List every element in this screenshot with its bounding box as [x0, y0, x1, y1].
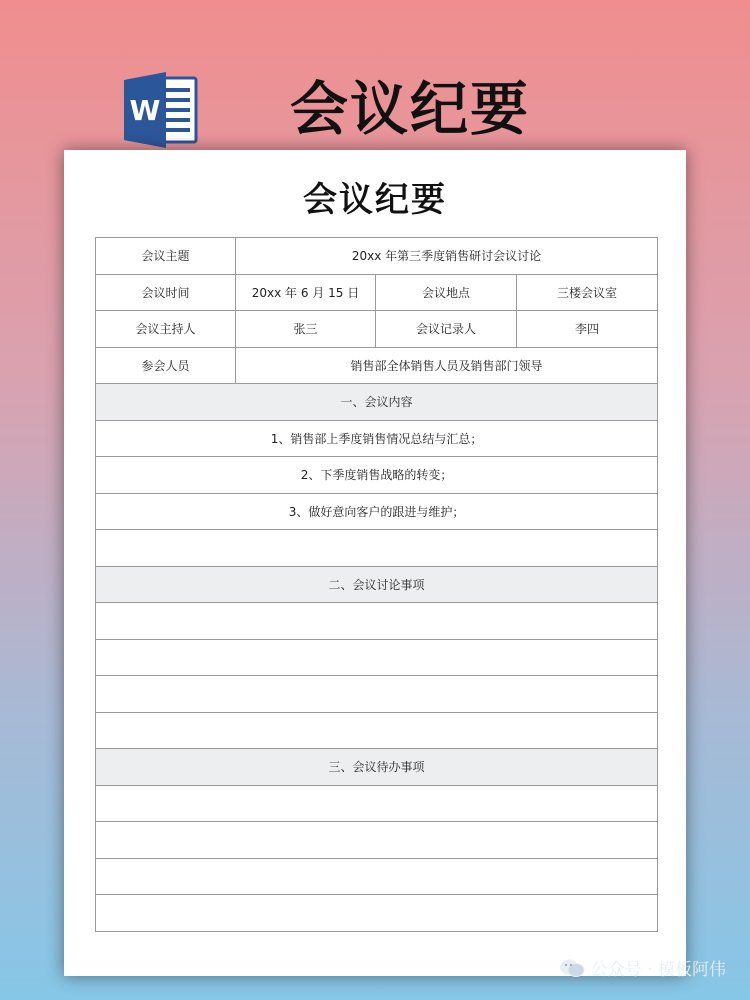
table-row: [96, 238, 658, 275]
table-row: [96, 493, 658, 530]
discussion-blank-row[interactable]: [96, 603, 658, 640]
table-row: [96, 603, 658, 640]
table-row: [96, 311, 658, 348]
section-header-content: [96, 384, 658, 421]
table-row: [96, 274, 658, 311]
table-row: [96, 347, 658, 384]
discussion-section-title: 二、会议讨论事项: [96, 566, 658, 603]
content-item-3[interactable]: 3、做好意向客户的跟进与维护；: [96, 493, 658, 530]
table-row: [96, 712, 658, 749]
attendees-label: 参会人员: [96, 347, 236, 384]
subject-value[interactable]: 20xx 年第三季度销售研讨会议讨论: [236, 238, 658, 275]
table-row: [96, 676, 658, 713]
place-label: 会议地点: [376, 274, 517, 311]
banner-title: 会议纪要: [290, 75, 531, 143]
todo-blank-row[interactable]: [96, 785, 658, 822]
host-label: 会议主持人: [96, 311, 236, 348]
meeting-minutes-table: [95, 237, 658, 932]
content-section-title: 一、会议内容: [96, 384, 658, 421]
attendees-value[interactable]: 销售部全体销售人员及销售部门领导: [236, 347, 658, 384]
place-value[interactable]: 三楼会议室: [517, 274, 658, 311]
section-header-discussion: [96, 566, 658, 603]
word-document-icon: [122, 72, 200, 148]
discussion-blank-row[interactable]: [96, 639, 658, 676]
content-item-1[interactable]: 1、销售部上季度销售情况总结与汇总；: [96, 420, 658, 457]
word-icon-letter: W: [129, 94, 161, 127]
recorder-value[interactable]: 李四: [517, 311, 658, 348]
table-row: [96, 639, 658, 676]
discussion-blank-row[interactable]: [96, 676, 658, 713]
todo-blank-row[interactable]: [96, 822, 658, 859]
table-row: [96, 530, 658, 567]
table-row: [96, 895, 658, 932]
watermark: [559, 955, 726, 980]
table-row: [96, 858, 658, 895]
content-blank-row[interactable]: [96, 530, 658, 567]
document-page: [64, 150, 686, 976]
content-item-2[interactable]: 2、下季度销售战略的转变；: [96, 457, 658, 494]
watermark-text: 公众号 · 模板阿伟: [590, 960, 726, 980]
todo-blank-row[interactable]: [96, 895, 658, 932]
subject-label: 会议主题: [96, 238, 236, 275]
todo-blank-row[interactable]: [96, 858, 658, 895]
todo-section-title: 三、会议待办事项: [96, 749, 658, 786]
document-title: 会议纪要: [303, 180, 447, 220]
time-value[interactable]: 20xx 年 6 月 15 日: [236, 274, 376, 311]
discussion-blank-row[interactable]: [96, 712, 658, 749]
table-row: [96, 420, 658, 457]
host-value[interactable]: 张三: [236, 311, 376, 348]
table-row: [96, 785, 658, 822]
table-row: [96, 457, 658, 494]
time-label: 会议时间: [96, 274, 236, 311]
recorder-label: 会议记录人: [376, 311, 517, 348]
wechat-icon: [559, 958, 585, 978]
section-header-todo: [96, 749, 658, 786]
table-row: [96, 822, 658, 859]
